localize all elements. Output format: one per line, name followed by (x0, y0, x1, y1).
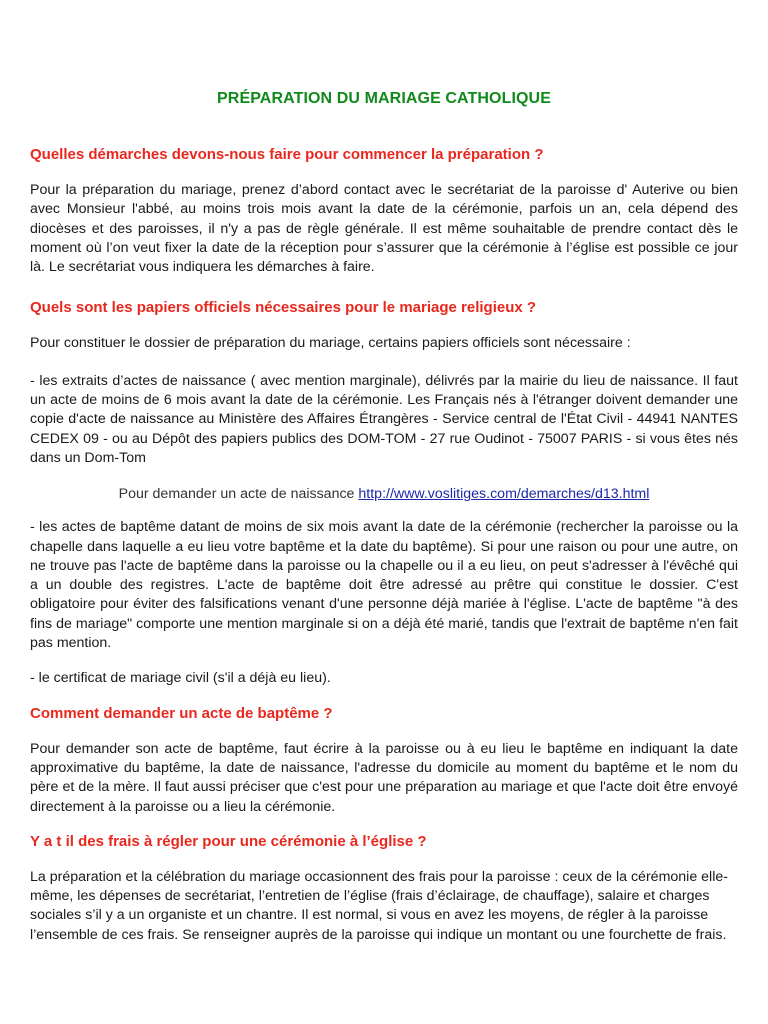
page-title: PRÉPARATION DU MARIAGE CATHOLIQUE (217, 90, 551, 107)
section-2-intro: Pour constituer le dossier de préparation du mariage, certains papiers officiels sont nécessaire : (30, 335, 631, 352)
section-3-paragraph: Pour demander son acte de baptême, faut écrire à la paroisse ou à eu lieu le baptême en indiquant la date approximative du baptême, la date de naissance, l'adresse du domicile au moment du baptême et le nom du père et de la mère. Il faut aussi préciser que c'est pour une préparation au mariage et que l'acte doit être envoyé directement à la paroisse ou a lieu la cérémonie. (30, 740, 738, 815)
section-3-heading: Comment demander un acte de baptême ? (30, 704, 333, 722)
section-4-heading: Y a t il des frais à régler pour une cérémonie à l’église ? (30, 832, 427, 850)
link-line-text: Pour demander un acte de naissance (118, 486, 359, 503)
section-2-birth-certificate-paragraph: - les extraits d’actes de naissance ( avec mention marginale), délivrés par la mairie du lieu de naissance. Il faut un acte de moins de 6 mois avant la date de la cérémonie. Les Français nés à l'étranger doivent demander une copie d'acte de naissance au Ministère des Affaires Étrangères - Service central de l'État Civil - 44941 NANTES CEDEX 09 - ou au Dépôt des papiers publics des DOM-TOM - 27 rue Oudinot - 75007 PARIS - si vous êtes nés dans un Dom-Tom (30, 372, 738, 466)
section-2-heading: Quels sont les papiers officiels nécessaires pour le mariage religieux ? (30, 299, 537, 317)
section-1-heading: Quelles démarches devons-nous faire pour commencer la préparation ? (30, 146, 544, 163)
section-2-civil-certificate-paragraph: - le certificat de mariage civil (s'il a déjà eu lieu). (30, 670, 331, 687)
birth-certificate-link-line (30, 486, 738, 502)
section-1-paragraph: Pour la préparation du mariage, prenez d’abord contact avec le secrétariat de la paroisse d' Auterive ou bien avec Monsieur l'abbé, au moins trois mois avant la date de la cérémonie, parfois un an, cela dépend des diocèses et des paroisses, il n'y a pas de règle générale. Il est même souhaitable de prendre contact dès le moment où l’on veut fixer la date de la réception pour s’assurer que la cérémonie à l’église est possible ce jour là. Le secrétariat vous indiquera les démarches à faire. (30, 182, 738, 276)
section-2-baptism-paragraph: - les actes de baptême datant de moins de six mois avant la date de la cérémonie (rechercher la paroisse ou la chapelle dans laquelle a eu lieu votre baptême et la date du baptême). Si pour une raison ou pour une autre, on ne trouve pas l'acte de baptême dans la paroisse ou la chapelle ou il a eu lieu, on peut s'adresser à l'évêché qui a un double des registres. L'acte de baptême doit être adressé au prêtre qui constitue le dossier. C'est obligatoire pour éviter des falsifications venant d'une personne déjà mariée à l'église. L'acte de baptême "à des fins de mariage" comporte une mention marginale si on a déjà été marié, tandis que l'extrait de baptême n'en fait pas mention. (30, 519, 738, 652)
birth-certificate-link[interactable]: http://www.voslitiges.com/demarches/d13.html (358, 486, 650, 503)
section-4-paragraph: La préparation et la célébration du mariage occasionnent des frais pour la paroisse : ceux de la cérémonie elle-même, les dépenses de secrétariat, l’entretien de l’église (frais d’éclairage, de chauffage), salaire et charges sociales s’il y a un organiste et un chantre. Il est normal, si vous en avez les moyens, de régler à la paroisse l’ensemble de ces frais. Se renseigner auprès de la paroisse qui indique un montant ou une fourchette de frais. (30, 868, 728, 943)
